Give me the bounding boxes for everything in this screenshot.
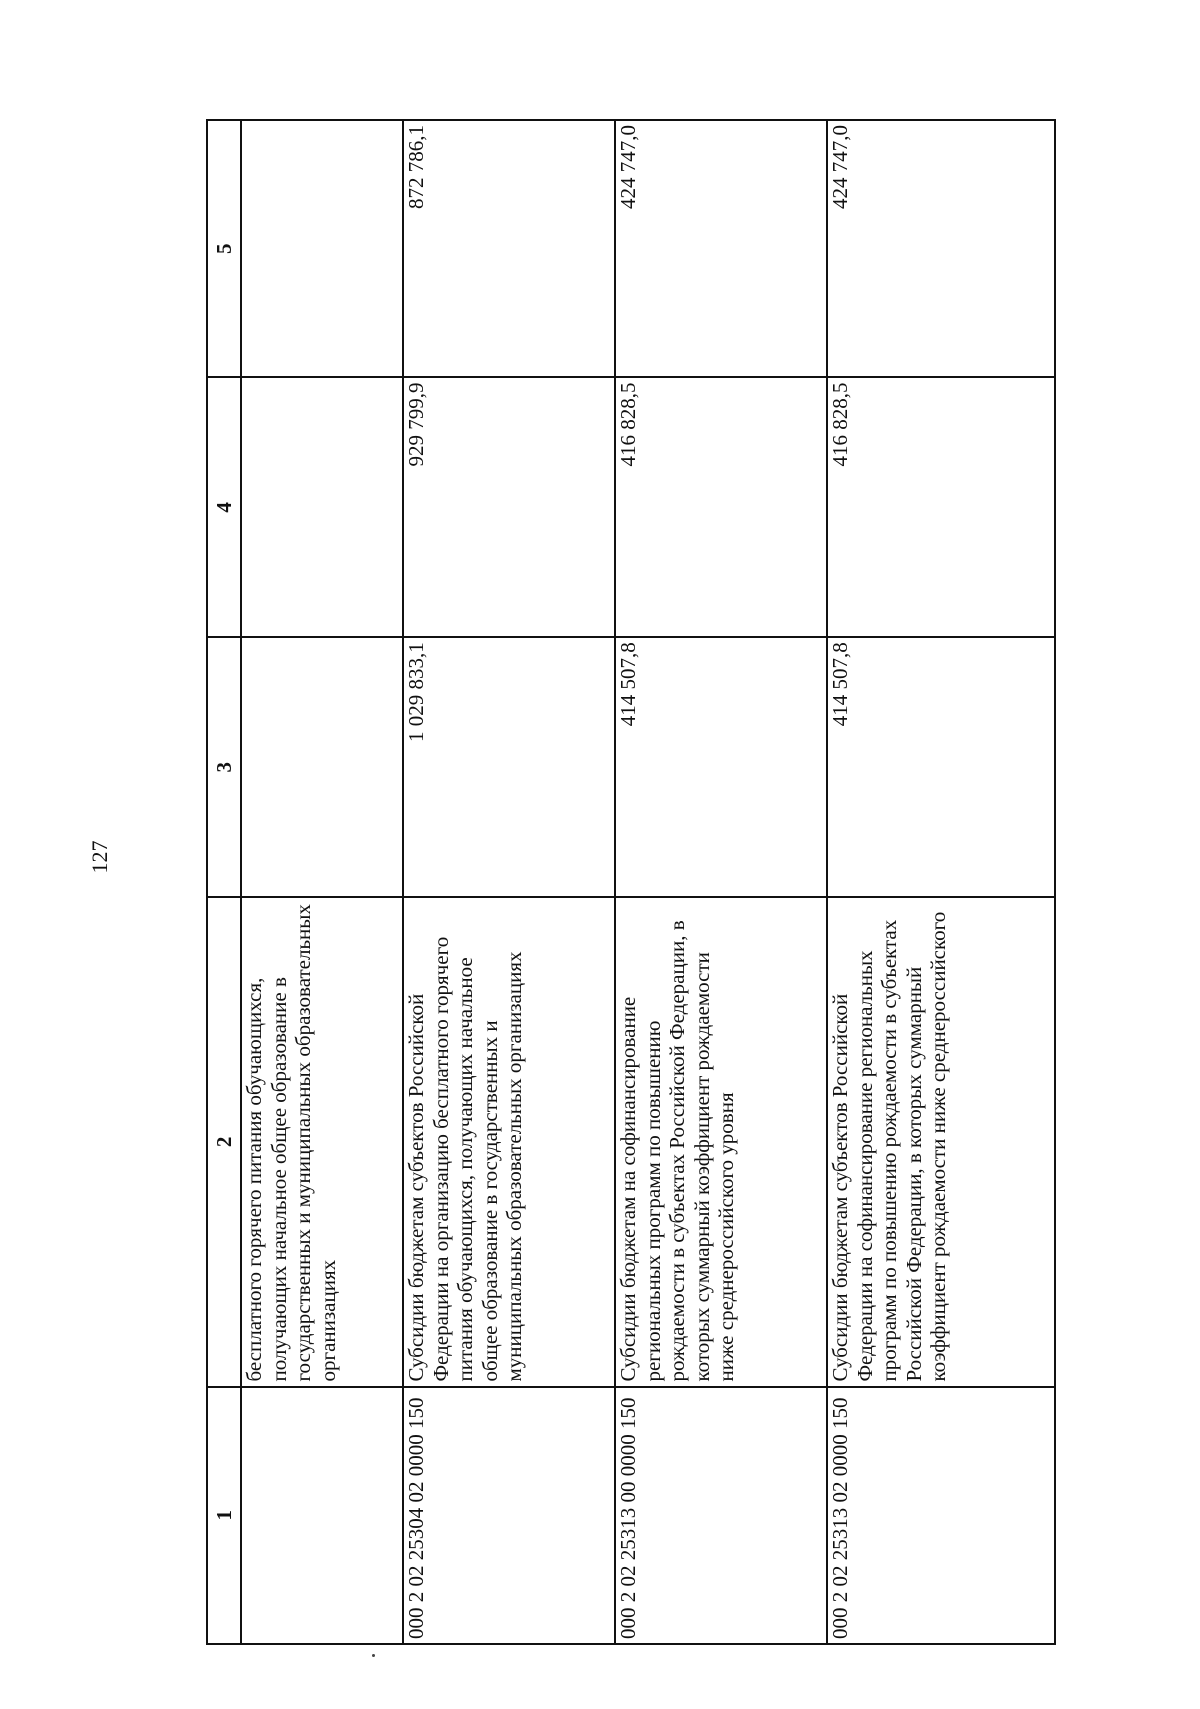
row-value-col4 xyxy=(241,378,403,638)
row-description: Субсидии бюджетам на софинансирование региональных программ по повышению рождаемости в субъектах Российской Федерации, в которых суммарный коэффициент рождаемости ниже среднероссийского уровня xyxy=(615,897,827,1386)
row-code: 000 2 02 25313 02 0000 150 xyxy=(827,1387,1055,1644)
row-value-col3: 1 029 833,1 xyxy=(403,637,615,897)
row-value-col5: 424 747,0 xyxy=(827,120,1055,378)
row-value-col4: 929 799,9 xyxy=(403,378,615,638)
header-col-1: 1 xyxy=(207,1387,241,1644)
row-description: бесплатного горячего питания обучающихся, получающих начальное общее образование в государственных и муниципальных образовательных организациях xyxy=(241,897,403,1386)
row-value-col5: 872 786,1 xyxy=(403,120,615,378)
table-row xyxy=(827,120,1055,1644)
table-frame xyxy=(206,119,1056,1645)
row-value-col5: 424 747,0 xyxy=(615,120,827,378)
header-col-5: 5 xyxy=(207,120,241,378)
budget-table xyxy=(206,119,1056,1645)
row-value-col4: 416 828,5 xyxy=(827,378,1055,638)
header-col-3: 3 xyxy=(207,637,241,897)
row-description: Субсидии бюджетам субъектов Российской Федерации на организацию бесплатного горячего питания обучающихся, получающих начальное общее образование в государственных и муниципальных образовательных организациях xyxy=(403,897,615,1386)
row-code: 000 2 02 25304 02 0000 150 xyxy=(403,1387,615,1644)
row-description: Субсидии бюджетам субъектов Российской Федерации на софинансирование региональных программ по повышению рождаемости в субъектах Российской Федерации, в которых суммарный коэффициент рождаемости ниже среднероссийского xyxy=(827,897,1055,1386)
row-value-col3: 414 507,8 xyxy=(827,637,1055,897)
row-value-col3: 414 507,8 xyxy=(615,637,827,897)
rotated-table-container xyxy=(206,119,1056,1645)
header-col-4: 4 xyxy=(207,378,241,638)
row-value-col3 xyxy=(241,637,403,897)
table-row xyxy=(615,120,827,1644)
row-code: 000 2 02 25313 00 0000 150 xyxy=(615,1387,827,1644)
row-value-col5 xyxy=(241,120,403,378)
row-code xyxy=(241,1387,403,1644)
table-row xyxy=(241,120,403,1644)
header-row xyxy=(207,120,241,1644)
page-number: 127 xyxy=(87,840,112,874)
header-col-2: 2 xyxy=(207,897,241,1386)
table-row xyxy=(403,120,615,1644)
scan-speck xyxy=(372,1654,375,1657)
row-value-col4: 416 828,5 xyxy=(615,378,827,638)
